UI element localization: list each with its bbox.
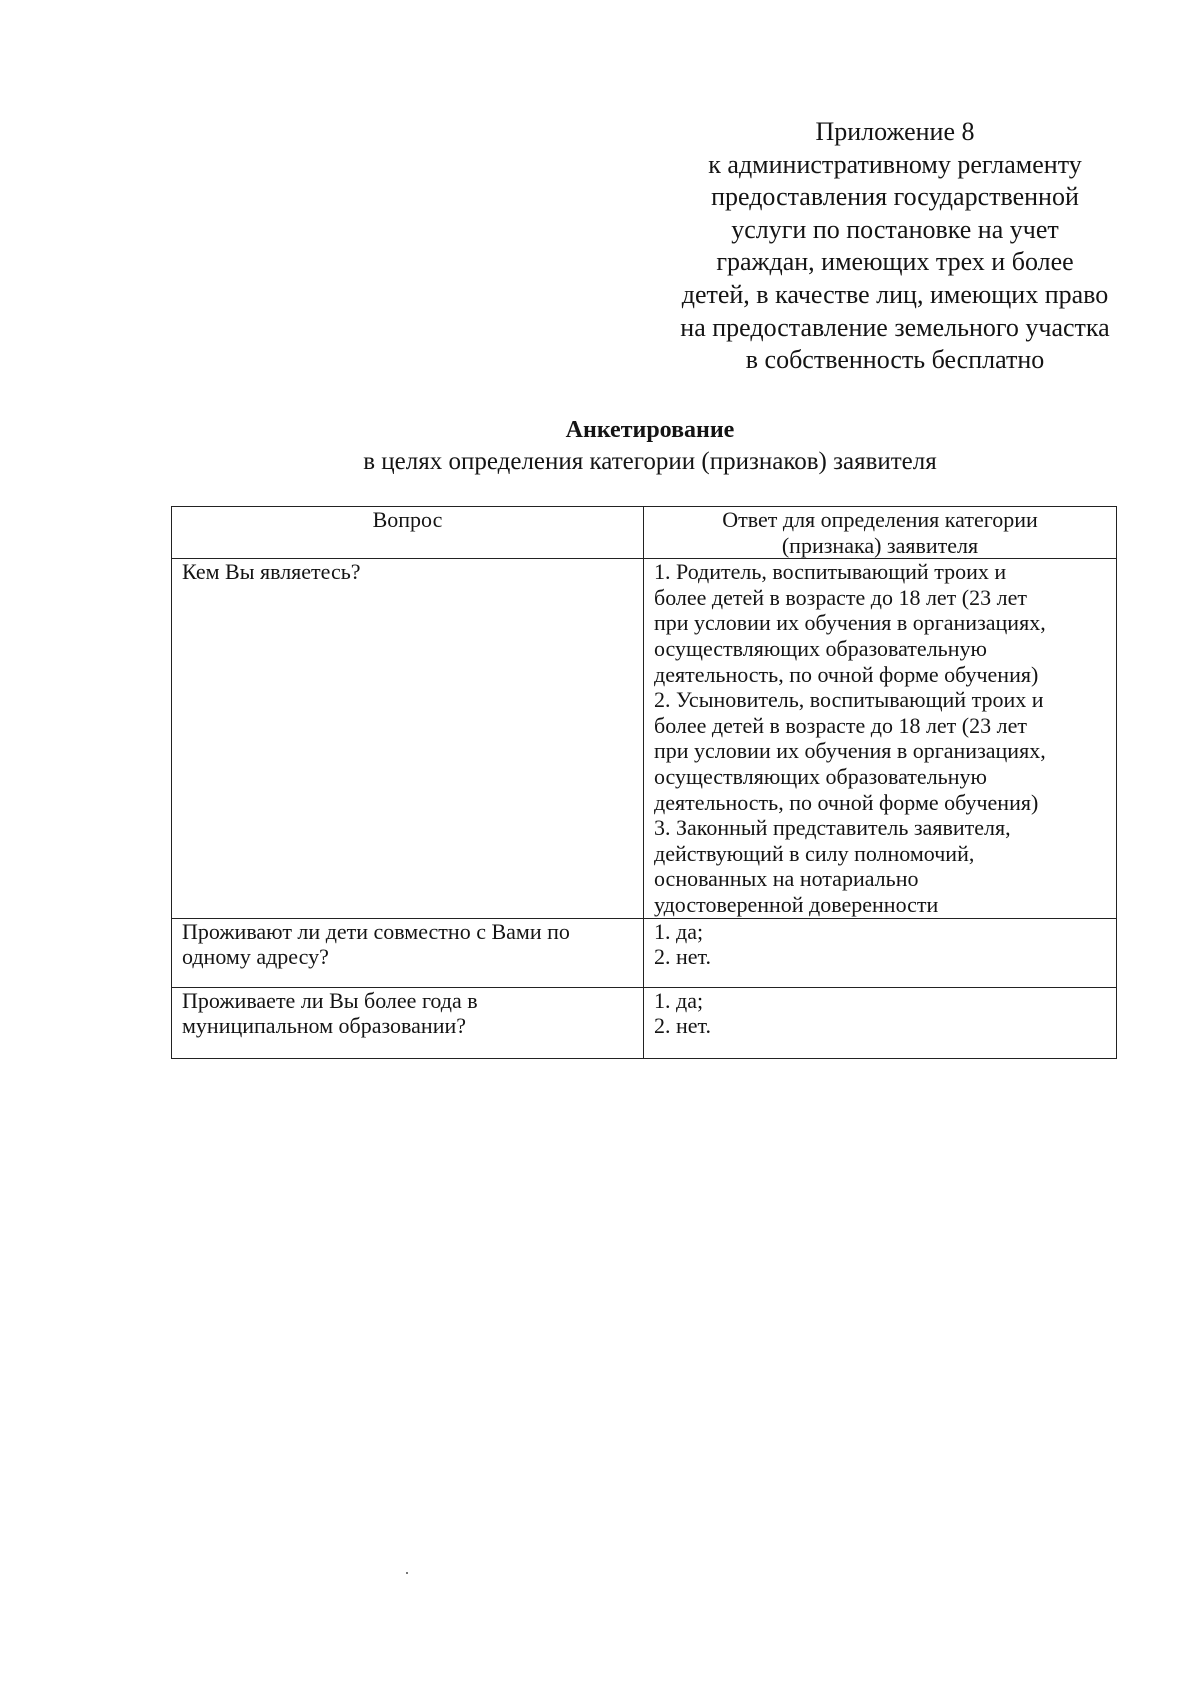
question-cell bbox=[172, 987, 644, 1058]
answer-line: деятельность, по очной форме обучения) bbox=[654, 661, 1039, 687]
appendix-line: граждан, имеющих трех и более bbox=[716, 247, 1074, 277]
answer-line: 2. нет. bbox=[654, 1013, 711, 1039]
document-title: Анкетирование bbox=[565, 417, 735, 443]
answer-line: 3. Законный представитель заявителя, bbox=[654, 815, 1011, 841]
answer-line: 1. да; bbox=[654, 918, 704, 944]
appendix-line: в собственность бесплатно bbox=[745, 345, 1045, 375]
answer-line: действующий в силу полномочий, bbox=[654, 840, 975, 866]
answer-line: 2. Усыновитель, воспитывающий троих и bbox=[654, 687, 1044, 713]
appendix-line: на предоставление земельного участка bbox=[680, 312, 1110, 342]
answer-line: осуществляющих образовательную bbox=[654, 635, 987, 661]
question-line: Проживают ли дети совместно с Вами по bbox=[182, 918, 570, 944]
question-cell bbox=[172, 559, 644, 918]
appendix-line: Приложение 8 bbox=[815, 117, 975, 146]
answer-line: 2. нет. bbox=[654, 944, 711, 970]
answer-line: более детей в возрасте до 18 лет (23 лет bbox=[654, 712, 1027, 738]
answer-line: осуществляющих образовательную bbox=[654, 763, 987, 789]
appendix-line: предоставления государственной bbox=[711, 182, 1079, 212]
answer-line: основанных на нотариально bbox=[654, 866, 919, 892]
appendix-header bbox=[655, 116, 1135, 377]
question-line: одному адресу? bbox=[182, 944, 329, 970]
table-header-row bbox=[172, 507, 1117, 559]
survey-table bbox=[171, 506, 1117, 1059]
table-row bbox=[172, 918, 1117, 987]
answer-line: при условии их обучения в организациях, bbox=[654, 610, 1046, 636]
question-line: Проживаете ли Вы более года в bbox=[182, 987, 478, 1013]
answer-line: 1. Родитель, воспитывающий троих и bbox=[654, 559, 1007, 585]
appendix-line: услуги по постановке на учет bbox=[731, 214, 1059, 244]
question-line: Кем Вы являетесь? bbox=[182, 559, 361, 585]
scan-speck bbox=[406, 1572, 408, 1574]
answer-cell bbox=[644, 559, 1117, 918]
answer-line: удостоверенной доверенности bbox=[654, 891, 939, 917]
header-answer-line: Ответ для определения категории bbox=[722, 507, 1038, 532]
header-answer-line: (признака) заявителя bbox=[781, 532, 979, 558]
question-cell bbox=[172, 918, 644, 987]
table-row bbox=[172, 559, 1117, 918]
document-subtitle: в целях определения категории (признаков) заявителя bbox=[363, 448, 937, 475]
header-question bbox=[172, 507, 644, 559]
table-row bbox=[172, 987, 1117, 1058]
answer-cell bbox=[644, 987, 1117, 1058]
question-line: муниципальном образовании? bbox=[182, 1013, 467, 1039]
header-question-label: Вопрос bbox=[372, 507, 443, 532]
answer-line: более детей в возрасте до 18 лет (23 лет bbox=[654, 584, 1027, 610]
answer-line: деятельность, по очной форме обучения) bbox=[654, 789, 1039, 815]
header-answer bbox=[644, 507, 1117, 559]
answer-line: при условии их обучения в организациях, bbox=[654, 738, 1046, 764]
answer-cell bbox=[644, 918, 1117, 987]
answer-line: 1. да; bbox=[654, 987, 704, 1013]
appendix-line: детей, в качестве лиц, имеющих право bbox=[681, 279, 1109, 309]
appendix-line: к административному регламенту bbox=[708, 149, 1082, 179]
